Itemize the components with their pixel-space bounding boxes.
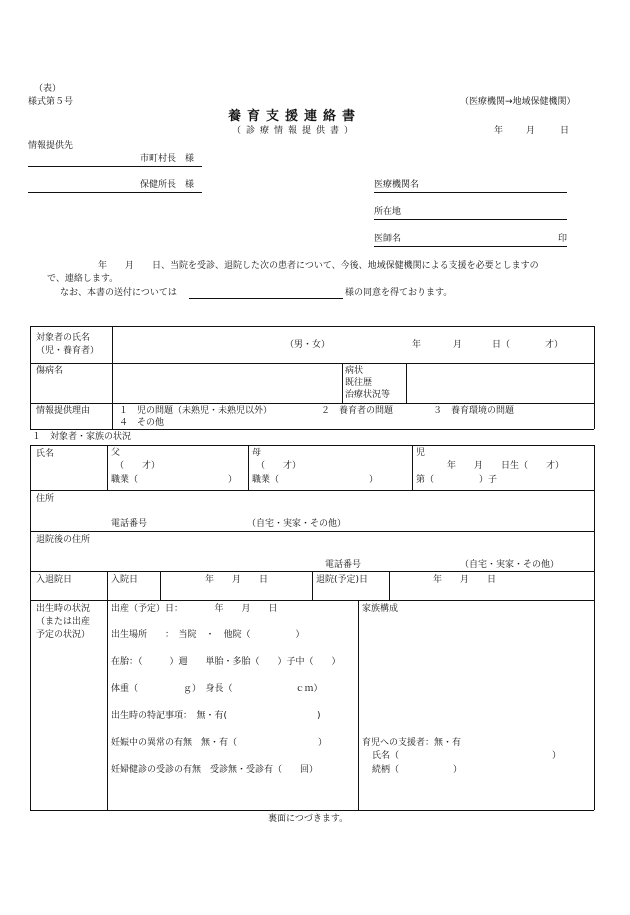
patient-dob-day: 日（ [492, 340, 511, 350]
symptoms-label-2: 既往歴 [345, 378, 373, 388]
date-month: 月 [526, 126, 536, 136]
intro-line-1: 年 月 日、当院を受診、退院した次の患者について、今後、地域保健機関による支援を必要としますの [98, 261, 539, 271]
discharge-date-label: 退院(予定)日 [316, 575, 369, 585]
reason-option-2: ２ 養育者の問題 [321, 406, 394, 416]
pregnancy-abnormality: 妊娠中の異常の有無 無・有（ ） [111, 738, 328, 748]
child-birthdate: 年 月 日生（ 才） [447, 461, 565, 471]
symptoms-label-3: 治療状況等 [345, 390, 391, 400]
birth-place: 出生場所 ： 当院 ・ 他院（ ） [111, 630, 305, 640]
gestation-info: 在胎：（ ）週 単胎・多胎（ ）子中（ ） [111, 657, 341, 667]
post-address-phone-type: （自宅・実家・その他） [460, 560, 560, 570]
father-occupation: 職業（ ） [111, 475, 238, 485]
birth-date: 出産（予定）日： 年 月 日 [111, 604, 278, 614]
address-phone: 電話番号 [111, 519, 148, 529]
recipient-health-center-line [28, 192, 202, 193]
sender-doctor: 医師名 [374, 234, 402, 244]
intro-line-3a: なお、本書の送付については [60, 288, 177, 298]
document-subtitle: （診療情報提供書） [232, 126, 359, 136]
patient-dob-month: 月 [453, 340, 463, 350]
recipient-mayor-line [28, 166, 202, 167]
reason-option-3: ３ 養育環境の問題 [433, 406, 515, 416]
front-mark: （表） [34, 84, 62, 94]
childcare-supporter: 育児への支援者：無・有 [362, 738, 462, 748]
family-name-label: 氏名 [36, 449, 55, 459]
family-structure-label: 家族構成 [362, 604, 399, 614]
discharge-date-value: 年 月 日 [433, 575, 497, 585]
sender-institution: 医療機関名 [374, 180, 420, 190]
child-birth-order: 第（ ）子 [416, 475, 498, 485]
date-year: 年 [494, 126, 504, 136]
prenatal-checkups: 妊婦健診の受診の有無 受診無・受診有（ 回） [111, 765, 319, 775]
form-number: 様式第５号 [28, 97, 74, 107]
disease-label: 傷病名 [36, 366, 64, 376]
sender-address: 所在地 [374, 207, 402, 217]
admission-date-label: 入院日 [111, 575, 139, 585]
symptoms-label-1: 病状 [345, 366, 364, 376]
mother-label: 母 [252, 448, 262, 458]
weight-height: 体重（ ｇ） 身長（ ｃｍ） [111, 684, 323, 694]
mother-age: （ 才） [256, 461, 302, 471]
document-title: 養育支援連絡書 [228, 109, 362, 124]
address-phone-type: （自宅・実家・その他） [247, 519, 347, 529]
patient-name-label-1: 対象者の氏名 [36, 333, 91, 343]
post-address-label: 退院後の住所 [36, 535, 91, 545]
consent-name-line [189, 298, 343, 299]
supporter-relation: 続柄（ ） [372, 765, 463, 775]
child-label: 児 [416, 448, 426, 458]
continued-note: 裏面につづきます。 [268, 814, 349, 824]
date-day: 日 [560, 126, 570, 136]
father-age: （ 才） [115, 461, 161, 471]
father-label: 父 [111, 448, 121, 458]
reason-option-4: ４ その他 [119, 418, 165, 428]
supporter-name: 氏名（ ） [372, 751, 562, 761]
birth-status-label-3: 予定の状況） [36, 630, 91, 640]
patient-sex: （男・女） [285, 340, 331, 350]
birth-special-notes: 出生時の特記事項： 無・有( ) [111, 711, 321, 721]
recipient-mayor: 市町村長 様 [140, 154, 195, 164]
direction-label: （医療機関→地域保健機関） [460, 97, 576, 107]
reason-option-1: １ 児の問題（未熟児・未熟児以外） [119, 406, 273, 416]
admission-label: 入退院日 [36, 575, 73, 585]
post-address-phone: 電話番号 [325, 560, 362, 570]
patient-dob-year: 年 [412, 340, 422, 350]
recipient-health-center: 保健所長 様 [140, 180, 195, 190]
admission-date-value: 年 月 日 [205, 575, 269, 585]
intro-line-3b: 様の同意を得ております。 [345, 288, 453, 298]
reason-label: 情報提供理由 [36, 406, 91, 416]
birth-status-label-1: 出生時の状況 [36, 604, 91, 614]
seal-mark: 印 [558, 234, 568, 244]
sender-address-line [374, 219, 567, 220]
patient-age: 才） [545, 340, 564, 350]
address-label: 住所 [36, 494, 55, 504]
birth-status-label-2: （または出産 [36, 617, 91, 627]
mother-occupation: 職業（ ） [252, 475, 379, 485]
recipient-label: 情報提供先 [28, 141, 74, 151]
section-1-heading: １ 対象者・家族の状況 [32, 432, 132, 442]
intro-line-2: で、連絡します。 [47, 274, 119, 284]
patient-name-label-2: （児・養育者） [36, 346, 100, 356]
sender-institution-line [374, 192, 567, 193]
sender-doctor-line [374, 246, 567, 247]
